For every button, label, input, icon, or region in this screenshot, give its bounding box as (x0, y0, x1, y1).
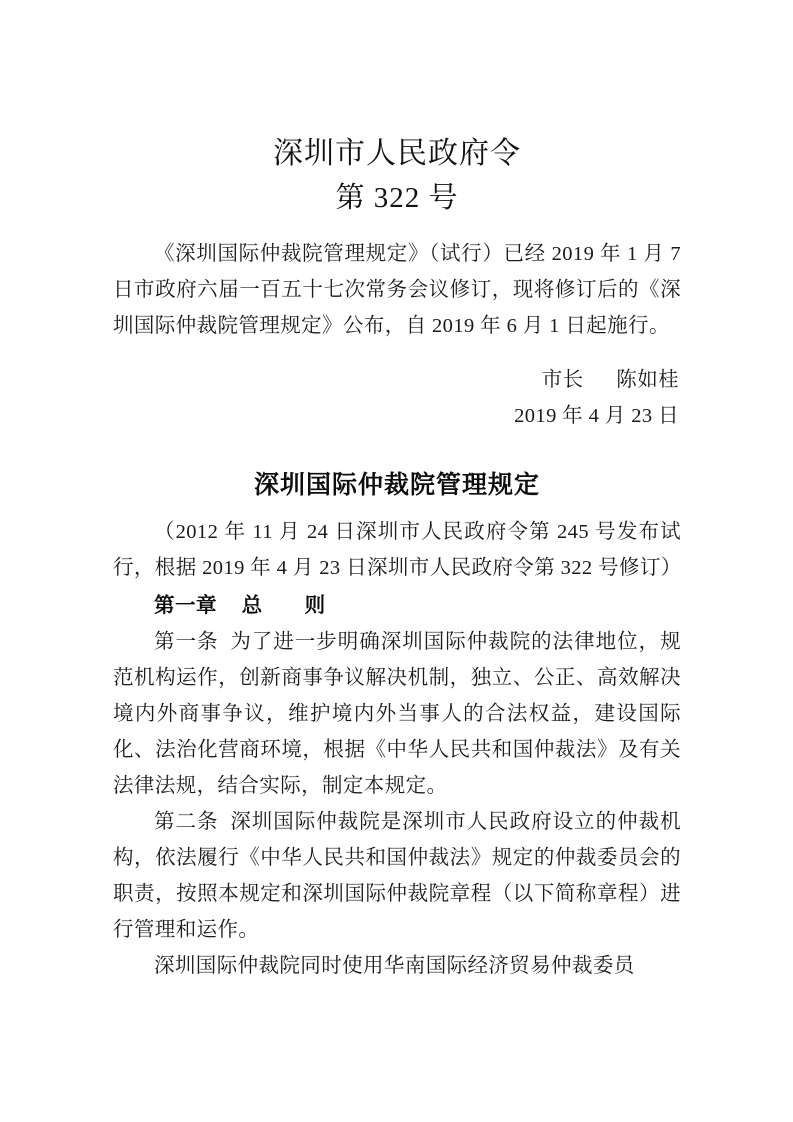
regulation-source-note: （2012 年 11 月 24 日深圳市人民政府令第 245 号发布试行，根据 2019 年 4 月 23 日深圳市人民政府令第 322 号修订） (113, 521, 682, 579)
chapter-name: 总 则 (241, 594, 326, 617)
chapter-heading (113, 586, 681, 624)
signature-block (113, 362, 681, 434)
chapter-number: 第一章 (154, 594, 217, 617)
decree-number: 第 322 号 (335, 182, 459, 214)
article-label: 第二条 (154, 811, 219, 833)
page-content-column (113, 0, 681, 984)
signature-date-line: 2019 年 4 月 23 日 (514, 405, 679, 427)
article-label: 第一条 (154, 631, 219, 653)
signer-name: 陈如桂 (616, 369, 679, 391)
regulation-title: 深圳国际仲裁院管理规定 (253, 472, 540, 499)
article-text: 为了进一步明确深圳国际仲裁院的法律地位，规范机构运作，创新商事争议解决机制，独立、公正、高效解决境内外商事争议，维护境内外当事人的合法权益，建设国际化、法治化营商环境，根据《中华人民共和国仲裁法》及有关法律法规，结合实际，制定本规定。 (113, 631, 681, 797)
signer-role: 市长 (541, 369, 584, 391)
decree-preamble-paragraph: 《深圳国际仲裁院管理规定》（试行）已经 2019 年 1 月 7 日市政府六届一百五十七次常务会议修订，现将修订后的《深圳国际仲裁院管理规定》公布，自 2019 年 6 月 1 日起施行。 (113, 243, 681, 337)
article-paragraph (113, 804, 681, 948)
article-paragraph (113, 624, 681, 804)
signature-name-line (113, 362, 681, 398)
trailing-paragraph: 深圳国际仲裁院同时使用华南国际经济贸易仲裁委员 (154, 955, 635, 977)
decree-title: 深圳市人民政府令 (273, 137, 521, 170)
article-text: 深圳国际仲裁院是深圳市人民政府设立的仲裁机构，依法履行《中华人民共和国仲裁法》规定的仲裁委员会的职责，按照本规定和深圳国际仲裁院章程（以下简称章程）进行管理和运作。 (113, 811, 681, 941)
